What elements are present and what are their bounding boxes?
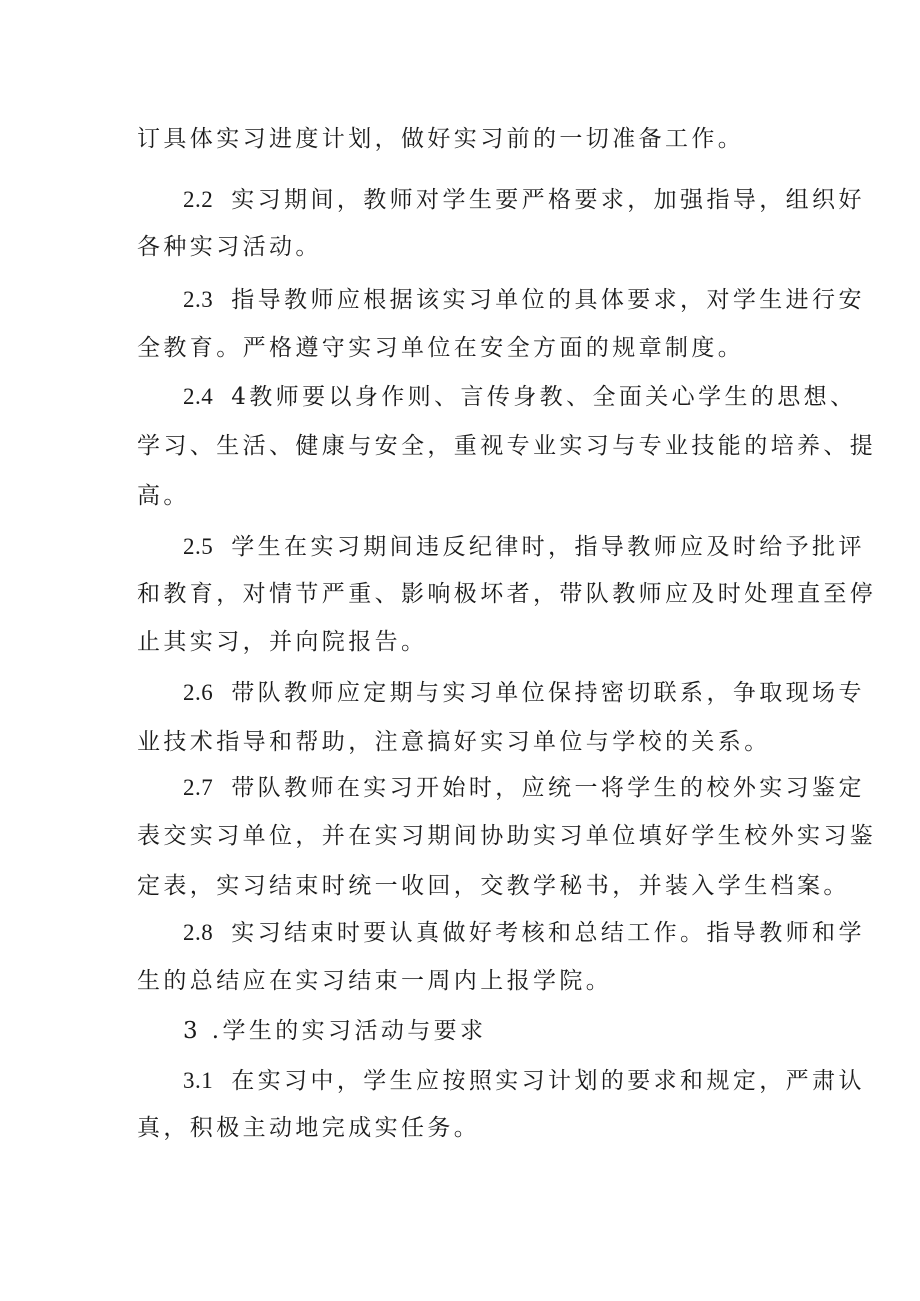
paragraph-2-6-line-2 xyxy=(137,727,797,757)
paragraph-2-5-line-2 xyxy=(137,579,877,609)
paragraph-2-2-line-1 xyxy=(183,185,865,215)
text: 表交实习单位，并在实习期间协助实习单位填好学生校外实习鉴 xyxy=(137,823,877,849)
paragraph-2-4-line-2 xyxy=(137,431,877,461)
text: 真，积极主动地完成实任务。 xyxy=(137,1115,481,1141)
paragraph-3-1-line-2 xyxy=(137,1113,797,1143)
paragraph-2-7-line-3 xyxy=(137,871,850,901)
section-number: 2.5 xyxy=(183,534,214,559)
paragraph-2-5-line-1 xyxy=(183,532,865,562)
text: 订具体实习进度计划，做好实习前的一切准备工作。 xyxy=(137,126,745,152)
section-number: 2.3 xyxy=(183,287,214,312)
text: 高。 xyxy=(137,483,190,509)
text: 业技术指导和帮助，注意搞好实习单位与学校的关系。 xyxy=(137,729,771,755)
text: 和教育，对情节严重、影响极坏者，带队教师应及时处理直至停 xyxy=(137,581,877,607)
section-3-heading xyxy=(183,1016,797,1046)
text: 实习期间，教师对学生要严格要求，加强指导，组织好 xyxy=(231,187,865,213)
paragraph-2-4-line-1 xyxy=(183,382,857,412)
paragraph-2-8-line-2 xyxy=(137,966,797,996)
paragraph-2-5-line-3 xyxy=(137,627,797,657)
section-number: 2.6 xyxy=(183,680,214,705)
text: 在实习中，学生应按照实习计划的要求和规定，严肃认 xyxy=(231,1068,865,1094)
section-number: 2.4 xyxy=(183,384,214,409)
text: 各种实习活动。 xyxy=(137,234,322,260)
paragraph-3-1-line-1 xyxy=(183,1066,865,1096)
paragraph-2-3-line-1 xyxy=(183,285,865,315)
text: 4教师要以身作则、言传身教、全面关心学生的思想、 xyxy=(231,384,857,410)
text: 定表，实习结束时统一收回，交教学秘书，并装入学生档案。 xyxy=(137,873,850,899)
section-number: 2.2 xyxy=(183,187,214,212)
text: 带队教师在实习开始时，应统一将学生的校外实习鉴定 xyxy=(231,775,865,801)
paragraph-line xyxy=(137,124,797,154)
paragraph-2-3-line-2 xyxy=(137,333,797,363)
section-number: 3.1 xyxy=(183,1068,214,1093)
paragraph-2-8-line-1 xyxy=(183,918,865,948)
paragraph-2-7-line-1 xyxy=(183,773,865,803)
text: 学习、生活、健康与安全，重视专业实习与专业技能的培养、提 xyxy=(137,433,877,459)
heading-text: 3 .学生的实习活动与要求 xyxy=(183,1018,487,1044)
paragraph-2-2-line-2 xyxy=(137,232,797,262)
text: 学生在实习期间违反纪律时，指导教师应及时给予批评 xyxy=(231,534,865,560)
paragraph-2-6-line-1 xyxy=(183,678,865,708)
text: 止其实习，并向院报告。 xyxy=(137,629,428,655)
section-number: 2.7 xyxy=(183,775,214,800)
text: 全教育。严格遵守实习单位在安全方面的规章制度。 xyxy=(137,335,745,361)
text: 生的总结应在实习结束一周内上报学院。 xyxy=(137,968,613,994)
section-number: 2.8 xyxy=(183,920,214,945)
text: 实习结束时要认真做好考核和总结工作。指导教师和学 xyxy=(231,920,865,946)
text: 指导教师应根据该实习单位的具体要求，对学生进行安 xyxy=(231,287,865,313)
text: 带队教师应定期与实习单位保持密切联系，争取现场专 xyxy=(231,680,865,706)
paragraph-2-7-line-2 xyxy=(137,821,877,851)
paragraph-2-4-line-3 xyxy=(137,481,797,511)
